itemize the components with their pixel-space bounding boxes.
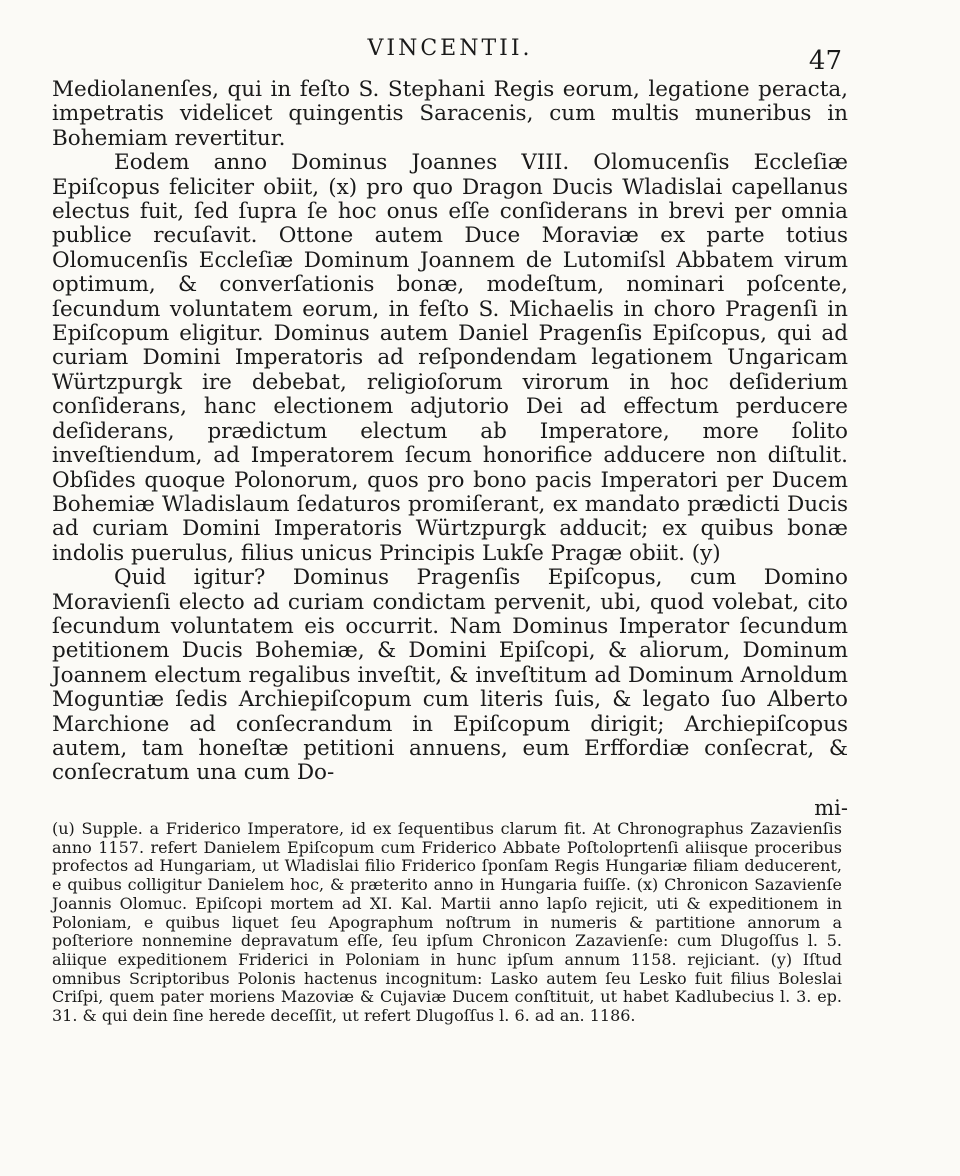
page-number: 47 — [808, 46, 842, 76]
paragraph-1: Mediolanenſes, qui in feſto S. Stephani Regis eorum, legatione peracta, impetratis videlicet quingentis Saracenis, cum multis muneribus in Bohemiam revertitur. — [52, 77, 848, 151]
paragraph-2: Eodem anno Dominus Joannes VIII. Olomucenſis Eccleſiæ Epiſcopus feliciter obiit, (x) pro quo Dragon Ducis Wladislai capellanus electus fuit, ſed ſupra ſe hoc onus eſſe conſiderans in brevi per omnia publice recuſavit. Ottone autem Duce Moraviæ ex parte totius Olomucenſis Eccleſiæ Dominum Joannem de Lutomiſsl Abbatem virum optimum, & converſationis bonæ, modeſtum, nominari poſcente, ſecundum voluntatem eorum, in feſto S. Michaelis in choro Pragenſi in Epiſcopum eligitur. Dominus autem Daniel Pragenſis Epiſcopus, qui ad curiam Domini Imperatoris ad reſpondendam legationem Ungaricam Würtzpurgk ire debebat, religioſorum virorum in hoc deſiderium conſiderans, hanc electionem adjutorio Dei ad effectum perducere deſiderans, prædictum electum ab Imperatore, more ſolito inveſtiendum, ad Imperatorem ſecum honorifice adducere non diſtulit. Obſides quoque Polonorum, quos pro bono pacis Imperatori per Ducem Bohemiæ Wladislaum ſedaturos promiſerant, ex mandato prædicti Ducis ad curiam Domini Imperatoris Würtzpurgk adducit; ex quibus bonæ indolis puerulus, filius unicus Principis Lukſe Pragæ obiit. (y) — [52, 150, 848, 566]
paragraph-3: Quid igitur? Dominus Pragenſis Epiſcopus, cum Domino Moravienſi electo ad curiam condictam pervenit, ubi, quod volebat, cito ſecundum voluntatem eis occurrit. Nam Dominus Imperator ſecundum petitionem Ducis Bohemiæ, & Domini Epiſcopi, & aliorum, Dominum Joannem electum regalibus inveſtit, & inveſtitum ad Dominum Arnoldum Moguntiæ ſedis Archiepiſcopum cum literis ſuis, & legato ſuo Alberto Marchione ad conſecrandum in Epiſcopum dirigit; Archiepiſcopus autem, tam honeſtæ petitioni annuens, eum Erffordiæ conſecrat, & conſecratum una cum Do- — [52, 565, 848, 786]
footnote-block: (u) Supple. a Friderico Imperatore, id ex ſequentibus clarum fit. At Chronographus Zazavienſis anno 1157. refert Danielem Epiſcopum cum Friderico Abbate Poſtoloprtenſi aliisque proceribus profectos ad Hungariam, ut Wladislai filio Friderico ſponſam Regis Hungariæ filiam deducerent, e quibus colligitur Danielem hoc, & præterito anno in Hungaria fuiſſe. (x) Chronicon Sazavienſe Joannis Olomuc. Epiſcopi mortem ad XI. Kal. Martii anno lapſo rejicit, uti & expeditionem in Poloniam, e quibus liquet ſeu Apographum noſtrum in numeris & partitione annorum a poſteriore nonnemine depravatum eſſe, ſeu ipſum Chronicon Zazavienſe: cum Dlugoſſus l. 5. aliique expeditionem Friderici in Poloniam in hunc ipſum annum 1158. rejiciant. (y) Iſtud omnibus Scriptoribus Polonis hactenus incognitum: Lasko autem ſeu Lesko fuit filius Boleslai Criſpi, quem pater moriens Mazoviæ & Cujaviæ Ducem conſtituit, ut habet Kadlubecius l. 3. ep. 31. & qui dein ſine herede deceſſit, ut refert Dlugoſſus l. 6. ad an. 1186. — [52, 819, 842, 1026]
running-head: VINCENTII. — [367, 36, 533, 61]
main-text — [52, 78, 848, 786]
footnotes — [52, 820, 842, 1026]
catchword: mi- — [814, 796, 848, 820]
